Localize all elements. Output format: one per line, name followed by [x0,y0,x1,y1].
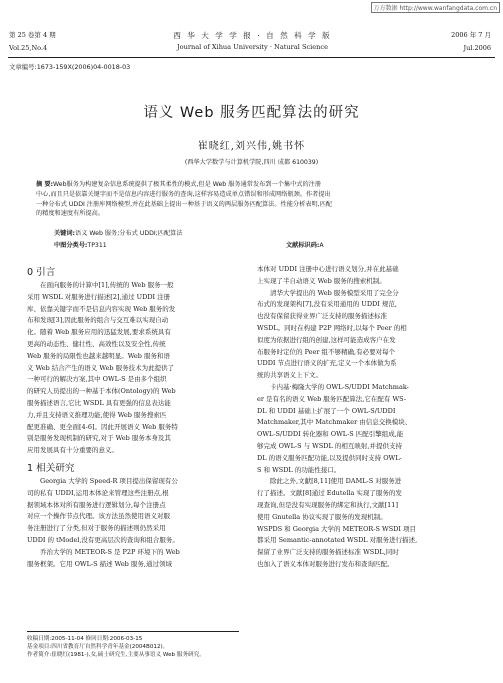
text-line: 据领域本体对所有服务进行逻辑划分,每个注册点 [27,500,166,509]
text-line: 布和发现[3],因此服务的组合与交互难以实现自动 [27,316,169,325]
text-line: 应用发展具有十分重要的意义。 [27,446,118,455]
footnote-line: 收稿日期:2005-11-04 修回日期:2006-03-15 [27,636,143,642]
doc-code-text: A [319,242,324,249]
text-line: 除此之外,文献[8,11]使用 DAML-S 对服务进 [270,477,402,486]
keywords-label: 关键词: [54,230,76,237]
abstract-line: 一种分布式 UDDI 注册库网络模型,并在此基础上提出一种基于语义的两层服务匹配算法。性能分析表明,匹配 [36,200,332,208]
text-line: S 和 WSDL 的功能性接口。 [257,465,341,474]
journal-name-cn: 西 华 大 学 学 报 · 自 然 科 学 版 [173,31,332,40]
abstract-label: 摘 要: [36,181,54,188]
abstract-line: 的精度和速度有所提高。 [36,210,105,218]
footnote-line: 基金项目:四川省教育厅自然科学青年基金(2004B012)。 [27,644,169,651]
text-line: 清华大学提出的 Web 服务模型采用了完全分 [270,288,399,297]
text-line: 似度为依据进行组的创建,这样可能造成客户在发 [257,335,396,344]
clc-text: TP311 [87,242,107,249]
text-line: 对应一个操作节点代理。该方法虽然使用语义对服 [27,512,170,521]
text-line: UDDI 的 tModel,没有更高层次的查询和组合服务。 [27,535,179,544]
authors: 崔晓红,刘兴伟,姚书怀 [197,141,306,152]
text-line: Matchmaker,其中 Matchmaker 由信息交换模块、 [257,418,412,427]
text-line: 配更准确、更全面[4-6]。因此开展语义 Web 服务特 [27,422,178,431]
text-line: 也没有保留获得业界广泛支持的服务描述标准 [257,312,387,321]
text-line: 的研究人员提出的一种基于本体(Ontology)的 Web [27,387,176,396]
text-line: 采用 WSDL 对服务进行描述[2],通过 UDDI 注册 [27,292,171,301]
text-line: 卡内基·梅隆大学的 OWL-S/UDDI Matchmak- [270,382,409,391]
abstract [36,180,468,219]
text-line: 保留了业界广泛支持的服务描述标准 WSDL,同时 [257,548,399,557]
text-line: 司的私有 UDDI,运用本体论来管理这些注册点,根 [27,488,169,497]
text-line: OWL-S/UDDI 转化器和 OWL-S 匹配引擎组成,能 [257,430,404,439]
text-line: 服务描述语言,它比 WSDL 具有更强的信息表达能 [27,398,171,407]
text-line: 库、依靠关键字而不是信息内容实现 Web 服务的发 [27,304,176,313]
article-number: 文章编号:1673-159X(2006)04-0018-03 [9,63,131,71]
text-line: 一种可行的解决方案,其中 OWL-S 是由多个组织 [27,375,167,384]
footnote-line: 作者简介:崔晓红(1981-),女,硕士研究生,主要从事语义 Web 服务研究。 [27,652,205,659]
section-intro-heading: 0 引言 [27,267,56,278]
text-line: Georgia 大学的 Speed-R 项目提出保留现有公 [40,477,178,485]
source-stamp: 万方数据 http://www.wanfangdata.com.cn [371,2,500,13]
date-cn: 2006 年 7 月 [451,31,491,39]
keywords [54,228,183,237]
text-line: 都采用 Semantic-annotated WSDL 对服务进行描述, [257,536,418,545]
related-text [27,476,239,570]
text-line: 别是服务发现机制的研究,对于 Web 服务本身及其 [27,434,171,443]
text-line: 服务框架。它用 OWL-S 描述 Web 服务,通过领域 [27,559,172,568]
right-column-text [257,264,475,571]
text-line: UDDI 节点进行语义的扩充,定义一个本体做为系 [257,359,397,368]
keywords-text: 语义 Web 服务;分布式 UDDI;匹配算法 [75,230,183,237]
text-line: 使用 Gnutella 协议实现了服务的发现机制。 [257,512,387,521]
text-line: 务注册进行了分类,但对于服务的描述则仍然采用 [27,524,166,533]
section-related-heading: 1 相关研究 [27,463,75,474]
abstract-line: 中心,而且只是依靠关键字而不是信息内容进行服务的查询,这样容易造成单点错误和形成网络瓶颈。作者提出 [36,190,331,198]
text-line: 布服务时定位的 Peer 组不够精确,有必要对每个 [257,347,396,356]
affiliation: (西华大学数学与计算机学院,四川 成都 610039) [184,159,319,166]
header-rule [8,57,495,58]
text-line: 乔治大学的 METEOR-S 是 P2P 环境下的 Web [40,547,180,556]
footnote-rule [27,631,239,632]
text-line: WSPDS 和 Georgia 大学的 METEOR-S WSDI 项目 [257,524,417,533]
text-line: 布式的发现架构[7],没有采用通用的 UDDI 规范, [257,300,397,309]
date-en: Jul.2006 [463,44,491,52]
doc-code-label: 文献标识码: [286,242,320,249]
paper-title: 语义 Web 服务匹配算法的研究 [143,105,360,121]
text-line: 上实现了半自动语义 Web 服务的搜索机制。 [257,276,386,285]
text-line: 更高的动态性、健壮性、高效性以及安全性,传统 [27,339,166,348]
text-line: 本体对 UDDI 注册中心进行语义划分,并在此基础 [257,265,399,273]
text-line: 现查询,但是没有实现服务的绑定和执行,文献[11] [257,500,398,509]
text-line: 在面向服务的计算中[1],传统的 Web 服务一般 [40,281,174,289]
text-line: 力,并且支持语义推理功能,使得 Web 服务搜索匹 [27,410,167,419]
intro-text [27,280,239,457]
volume-cn: 第 25 卷第 4 期 [9,31,56,39]
text-line: 行了描述。文献[8]通过 Edutella 实现了服务的发 [257,489,402,498]
journal-name-en: Journal of Xihua University · Natural Science [176,43,329,51]
clc-label: 中图分类号: [54,242,88,249]
clc-number [54,240,107,249]
text-line: 也加入了语义本体对服务进行发布和查询匹配。 [257,559,394,568]
text-line: 统的共享语义上下文。 [257,371,322,380]
text-line: er 是有名的语义 Web 服务匹配算法,它在配有 WS- [257,394,407,403]
text-line: 够完成 OWL-S 与 WSDL 的相互映射,并提供支持 [257,441,402,450]
text-line: WSDL。同时在构建 P2P 网络时,以每个 Peer 的相 [257,323,407,332]
document-code [286,240,324,249]
volume-en: Vol.25,No.4 [9,44,48,52]
text-line: DL 和 UDDI 基础上扩展了一个 OWL-S/UDDI [257,406,396,415]
text-line: Web 服务的局限性也越来越明显。Web 服务和语 [27,351,170,360]
text-line: DL 的语义服务匹配功能,以及提供同时支持 OWL- [257,453,402,462]
text-line: 义 Web 结合产生的语义 Web 服务技术为此提供了 [27,363,175,372]
text-line: 化。随着 Web 服务应用的迅猛发展,要求系统具有 [27,328,171,337]
abstract-line: Web服务为构建复杂信息系统提供了极其柔性的模式,但是 Web 服务通常发布到一个集中式的注册 [53,181,322,188]
footnotes [27,635,205,660]
